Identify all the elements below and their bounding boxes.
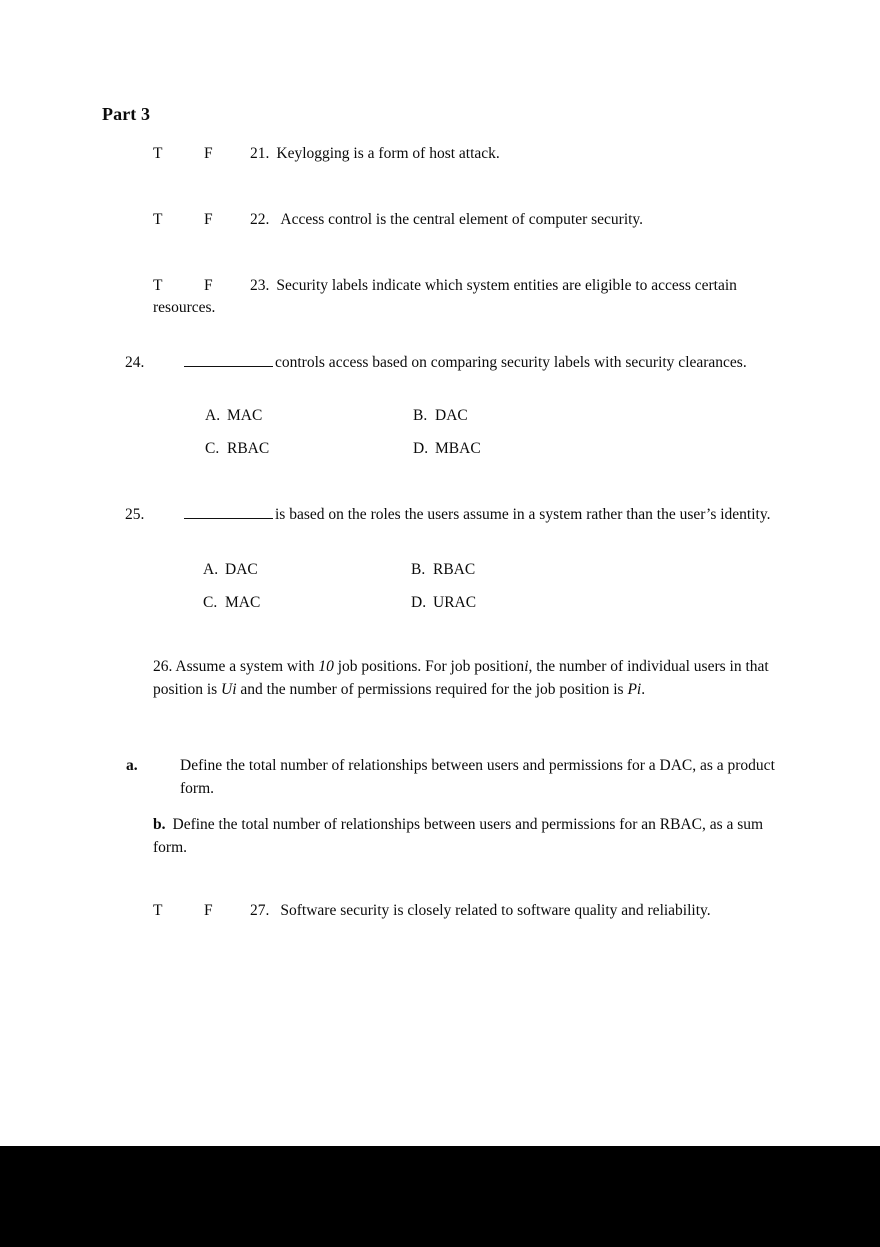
question-number-22: 22. — [250, 211, 270, 228]
option-letter: B. — [411, 561, 426, 578]
true-option-22[interactable]: T — [153, 211, 163, 228]
false-option-21[interactable]: F — [204, 145, 213, 162]
option-row — [203, 592, 623, 614]
question-text-25: is based on the roles the users assume in a system rather than the user’s identity. — [275, 506, 771, 523]
question-number-21: 21. — [250, 145, 270, 162]
option-25-c[interactable] — [203, 592, 411, 614]
option-letter: C. — [203, 594, 218, 611]
option-letter: A. — [203, 561, 219, 578]
option-24-a[interactable] — [205, 405, 413, 427]
question-number-24: 24. — [125, 354, 145, 371]
option-label: MBAC — [435, 440, 481, 457]
option-label: DAC — [435, 407, 468, 424]
option-25-d[interactable] — [411, 592, 619, 614]
page-bottom-band — [0, 1146, 880, 1247]
question-number-26: 26. — [153, 658, 173, 675]
question-text-24: controls access based on comparing security labels with security clearances. — [275, 354, 747, 371]
option-letter: C. — [205, 440, 220, 457]
variable-i: i — [524, 658, 529, 675]
question-number-23: 23. — [250, 277, 270, 294]
question-number-27: 27. — [250, 902, 270, 919]
options-group-24 — [205, 405, 625, 460]
option-row — [205, 405, 625, 427]
question-26-part-b — [153, 814, 785, 859]
option-label: URAC — [433, 594, 477, 611]
option-25-b[interactable] — [411, 559, 619, 581]
option-24-c[interactable] — [205, 438, 413, 460]
sub-part-text-b: Define the total number of relationships between users and permissions for an RBAC, as a sum form. — [153, 816, 764, 856]
option-letter: A. — [205, 407, 221, 424]
true-option-21[interactable]: T — [153, 145, 163, 162]
option-24-b[interactable] — [413, 405, 621, 427]
option-label: MAC — [225, 594, 261, 611]
question-row-25 — [125, 504, 813, 527]
question-row-24 — [125, 352, 806, 375]
page-title: Part 3 — [102, 104, 151, 124]
variable-ten: 10 — [318, 658, 334, 675]
question-text-22: Access control is the central element of computer security. — [280, 211, 644, 228]
question-26-segment-1: Assume a system with — [175, 658, 315, 675]
option-label: DAC — [225, 561, 258, 578]
answer-blank-24[interactable] — [184, 353, 273, 367]
sub-part-label-b: b. — [153, 816, 166, 833]
question-row-27 — [153, 900, 793, 922]
variable-ui: Ui — [221, 680, 237, 698]
question-26-segment-2: job positions. For job position — [337, 658, 525, 675]
question-text-27: Software security is closely related to software quality and reliability. — [280, 902, 711, 919]
true-option-27[interactable]: T — [153, 902, 163, 919]
sub-part-text-a: Define the total number of relationships between users and permissions for a DAC, as a product form. — [180, 757, 775, 797]
question-row-23 — [153, 275, 775, 319]
question-text-21: Keylogging is a form of host attack. — [276, 145, 500, 162]
question-row-21 — [153, 143, 778, 165]
options-group-25 — [203, 559, 623, 614]
option-label: RBAC — [433, 561, 476, 578]
question-26-segment-4: and the number of permissions required for the job position is — [240, 680, 624, 698]
variable-pi: Pi — [627, 680, 642, 698]
option-row — [205, 438, 625, 460]
option-25-a[interactable] — [203, 559, 411, 581]
question-26-part-a — [126, 755, 802, 800]
question-number-25: 25. — [125, 506, 145, 523]
option-label: MAC — [227, 407, 263, 424]
answer-blank-25[interactable] — [184, 505, 273, 519]
sub-part-label-a: a. — [126, 757, 138, 774]
option-letter: B. — [413, 407, 428, 424]
false-option-22[interactable]: F — [204, 211, 213, 228]
question-row-26 — [153, 656, 781, 701]
true-option-23[interactable]: T — [153, 277, 163, 294]
question-row-22 — [153, 209, 778, 231]
false-option-23[interactable]: F — [204, 277, 213, 294]
option-24-d[interactable] — [413, 438, 621, 460]
option-label: RBAC — [227, 440, 270, 457]
question-26-segment-3: , the number of individual users in that position is — [153, 658, 769, 698]
question-26-segment-5: . — [641, 680, 646, 698]
option-letter: D. — [411, 594, 427, 611]
option-row — [203, 559, 623, 581]
option-letter: D. — [413, 440, 429, 457]
false-option-27[interactable]: F — [204, 902, 213, 919]
question-text-23: Security labels indicate which system entities are eligible to access certain resources. — [153, 277, 737, 316]
